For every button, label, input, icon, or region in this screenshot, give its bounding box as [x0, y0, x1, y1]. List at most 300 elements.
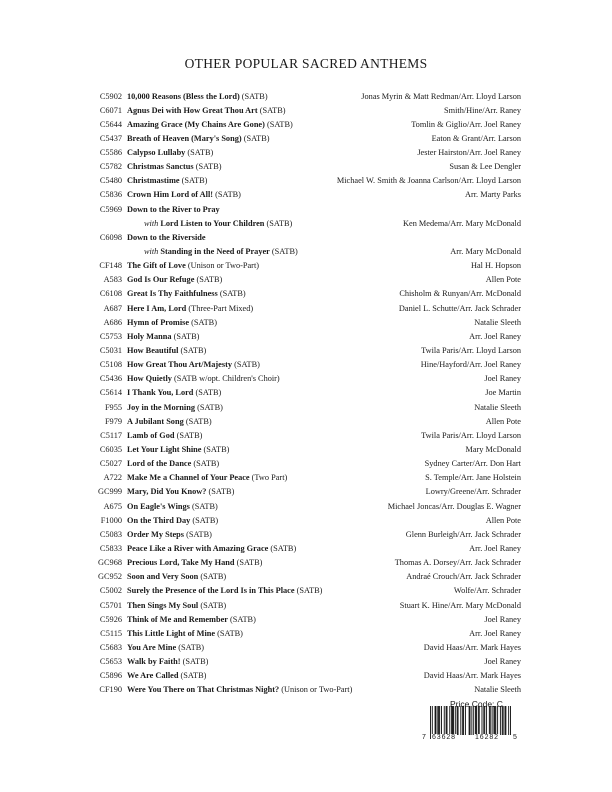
- anthem-title-line: [127, 599, 226, 613]
- anthem-row: [88, 683, 521, 697]
- anthem-code: C5031: [99, 346, 122, 356]
- anthem-code: C5653: [99, 657, 122, 667]
- anthem-voicing: (SATB): [243, 133, 270, 143]
- barcode-bar: [436, 706, 437, 735]
- anthem-row: [88, 90, 521, 104]
- anthem-row: [88, 104, 521, 118]
- anthem-code: C5644: [99, 119, 122, 129]
- barcode-bar: [471, 706, 472, 735]
- anthem-composer: Andraé Crouch/Arr. Jack Schrader: [406, 572, 521, 582]
- anthem-row: [88, 344, 521, 358]
- anthem-title-line: [127, 627, 243, 641]
- anthem-voicing: (SATB): [236, 558, 263, 568]
- anthem-code: C5683: [99, 642, 122, 652]
- anthem-voicing: (SATB): [197, 402, 223, 412]
- anthem-row: [88, 415, 521, 429]
- anthem-code: F979: [104, 416, 122, 426]
- anthem-title-line: [127, 443, 229, 457]
- anthem-title: On the Third Day: [127, 515, 191, 525]
- anthem-title-line: [127, 188, 241, 202]
- anthem-row: [88, 217, 521, 231]
- anthem-row: [88, 245, 521, 259]
- anthem-title-line: [127, 132, 270, 146]
- anthem-row: [88, 485, 521, 499]
- anthem-with-word: with: [144, 218, 159, 228]
- anthem-code: C5437: [99, 133, 122, 143]
- anthem-row: [88, 174, 521, 188]
- anthem-code: A675: [103, 501, 122, 511]
- anthem-voicing: (SATB): [186, 529, 212, 539]
- barcode-bar: [469, 706, 470, 735]
- anthem-row: [88, 542, 521, 556]
- anthem-title: 10,000 Reasons (Bless the Lord): [127, 91, 240, 101]
- anthem-composer: Eaton & Grant/Arr. Larson: [431, 133, 521, 143]
- anthem-composer: Arr. Joel Raney: [469, 628, 521, 638]
- anthem-row: [88, 584, 521, 598]
- anthem-title: We Are Called: [127, 671, 179, 681]
- anthem-composer: Joel Raney: [484, 374, 521, 384]
- anthem-row: [88, 599, 521, 613]
- anthem-list: [88, 90, 521, 698]
- anthem-composer: Arr. Joel Raney: [469, 544, 521, 553]
- anthem-composer: Arr. Mary McDonald: [450, 247, 521, 257]
- anthem-title-line: [127, 104, 286, 118]
- anthem-title: Christmas Sanctus: [127, 162, 194, 172]
- anthem-code: C5969: [99, 204, 122, 214]
- anthem-voicing: (SATB): [192, 515, 219, 525]
- anthem-title: This Little Light of Mine: [127, 628, 216, 638]
- anthem-title-line: [127, 118, 293, 132]
- anthem-title-line: [127, 570, 226, 584]
- anthem-title-line: [127, 485, 234, 499]
- anthem-code: C5480: [99, 176, 122, 186]
- anthem-composer: Jonas Myrin & Matt Redman/Arr. Lloyd Larson: [361, 91, 521, 101]
- anthem-voicing: (SATB): [193, 459, 220, 469]
- anthem-title: On Eagle's Wings: [127, 501, 190, 511]
- barcode-bar: [478, 706, 479, 735]
- anthem-title: Down to the River to Pray: [127, 204, 220, 214]
- anthem-title-line: [127, 683, 352, 697]
- barcode-bar: [500, 706, 501, 735]
- barcode-bar: [453, 706, 454, 735]
- anthem-title-line: [127, 231, 206, 245]
- anthem-title-line: [127, 669, 206, 683]
- anthem-title: Precious Lord, Take My Hand: [127, 558, 235, 568]
- barcode-bar: [489, 706, 490, 735]
- anthem-composer: Michael W. Smith & Joanna Carlson/Arr. Lloyd Larson: [336, 176, 521, 186]
- anthem-composer: Allen Pote: [485, 275, 521, 285]
- anthem-voicing: (Two Part): [251, 473, 288, 483]
- anthem-voicing: (SATB): [196, 275, 223, 285]
- anthem-row: [88, 641, 521, 655]
- anthem-title: Let Your Light Shine: [127, 445, 202, 455]
- anthem-title-line: [127, 514, 218, 528]
- barcode-bar: [438, 706, 439, 735]
- anthem-title: Hymn of Promise: [127, 317, 190, 327]
- anthem-code: C5902: [99, 91, 122, 101]
- anthem-row: [88, 401, 521, 415]
- anthem-code: GC999: [98, 487, 122, 497]
- anthem-composer: Arr. Joel Raney: [469, 331, 521, 341]
- anthem-composer: Smith/Hine/Arr. Raney: [444, 105, 521, 115]
- anthem-composer: Joel Raney: [484, 657, 521, 667]
- anthem-row: [88, 132, 521, 146]
- anthem-title-line: [127, 372, 280, 386]
- anthem-voicing: (SATB): [208, 487, 235, 497]
- anthem-title: Peace Like a River with Amazing Grace: [127, 544, 269, 553]
- anthem-title: Lord Listen to Your Children: [160, 218, 265, 228]
- anthem-title: Surely the Presence of the Lord Is in This Place: [127, 586, 295, 596]
- anthem-composer: Natalie Sleeth: [474, 402, 521, 412]
- page-title: OTHER POPULAR SACRED ANTHEMS: [184, 56, 428, 71]
- anthem-voicing: (SATB): [234, 360, 260, 370]
- anthem-row: [88, 528, 521, 542]
- barcode-bar: [476, 706, 477, 735]
- anthem-title: Holy Manna: [127, 331, 172, 341]
- anthem-title: Then Sings My Soul: [127, 600, 199, 610]
- barcode-bar: [490, 706, 491, 735]
- anthem-code: C5782: [99, 162, 122, 172]
- anthem-title: Christmastime: [127, 176, 180, 186]
- barcode-bar: [502, 706, 503, 735]
- anthem-composer: Twila Paris/Arr. Lloyd Larson: [421, 346, 521, 356]
- anthem-row: [88, 330, 521, 344]
- anthem-row: [88, 429, 521, 443]
- barcode-bar: [465, 706, 466, 735]
- anthem-title-line: [127, 641, 204, 655]
- anthem-code: C5027: [99, 459, 122, 469]
- anthem-row: [88, 188, 521, 202]
- anthem-composer: Chisholm & Runyan/Arr. McDonald: [399, 289, 521, 299]
- anthem-row: [88, 259, 521, 273]
- barcode-bar: [458, 706, 459, 735]
- anthem-code: C5701: [99, 600, 122, 610]
- anthem-voicing: (SATB): [195, 388, 222, 398]
- anthem-title: Joy in the Morning: [127, 402, 195, 412]
- anthem-title-line: [127, 655, 208, 669]
- anthem-code: A686: [103, 317, 122, 327]
- anthem-title: Standing in the Need of Prayer: [160, 247, 270, 257]
- anthem-code: C6035: [99, 445, 122, 455]
- anthem-voicing: (SATB): [180, 671, 207, 681]
- anthem-title: God Is Our Refuge: [127, 275, 195, 285]
- barcode-bar: [484, 706, 485, 735]
- barcode-digit-first: 7: [422, 734, 426, 741]
- anthem-title: Soon and Very Soon: [127, 572, 199, 582]
- anthem-code: C5753: [99, 331, 122, 341]
- anthem-voicing: (SATB): [259, 105, 286, 115]
- anthem-title-line: [127, 358, 260, 372]
- anthem-composer: S. Temple/Arr. Jane Holstein: [425, 473, 521, 483]
- anthem-row: [88, 146, 521, 160]
- anthem-row: [88, 316, 521, 330]
- anthem-title-line: [127, 287, 246, 301]
- anthem-with-word: with: [144, 247, 159, 257]
- anthem-code: C5108: [99, 360, 122, 370]
- anthem-title-line: [127, 584, 322, 598]
- anthem-title-line: [127, 330, 199, 344]
- anthem-composer: Allen Pote: [485, 416, 521, 426]
- barcode-bar: [451, 706, 452, 735]
- anthem-title: Great Is Thy Faithfulness: [127, 289, 218, 299]
- anthem-title: You Are Mine: [127, 642, 177, 652]
- anthem-title: How Great Thou Art/Majesty: [127, 360, 233, 370]
- anthem-title: Here I Am, Lord: [127, 303, 187, 313]
- anthem-row: [88, 570, 521, 584]
- barcode-bar: [460, 706, 461, 735]
- anthem-composer: Natalie Sleeth: [474, 317, 521, 327]
- barcode-bar: [449, 706, 450, 735]
- anthem-composer: Michael Joncas/Arr. Douglas E. Wagner: [387, 501, 521, 511]
- barcode-bar: [462, 706, 463, 735]
- anthem-title-line: [144, 245, 298, 259]
- anthem-row: [88, 160, 521, 174]
- anthem-title: How Beautiful: [127, 346, 179, 356]
- anthem-composer: Natalie Sleeth: [474, 685, 521, 695]
- anthem-title-line: [127, 203, 220, 217]
- anthem-voicing: (SATB): [219, 289, 246, 299]
- anthem-voicing: (SATB): [266, 119, 293, 129]
- barcode-bar: [452, 706, 453, 735]
- anthem-composer: Allen Pote: [485, 515, 521, 525]
- anthem-voicing: (SATB): [266, 218, 293, 228]
- anthem-title: A Jubilant Song: [127, 416, 184, 426]
- anthem-row: [88, 669, 521, 683]
- anthem-title: Down to the Riverside: [127, 232, 206, 242]
- anthem-composer: Susan & Lee Dengler: [449, 162, 521, 172]
- anthem-title-line: [127, 174, 207, 188]
- anthem-composer: Sydney Carter/Arr. Don Hart: [424, 459, 521, 469]
- anthem-title-line: [127, 542, 296, 556]
- anthem-code: C5614: [99, 388, 122, 398]
- anthem-row: [88, 613, 521, 627]
- anthem-row: [88, 471, 521, 485]
- anthem-composer: Mary McDonald: [465, 445, 521, 455]
- barcode-bar: [482, 706, 483, 735]
- barcode-bar: [497, 706, 498, 735]
- anthem-code: C6098: [99, 232, 122, 242]
- barcode-bar: [495, 706, 496, 735]
- anthem-voicing: (SATB): [182, 657, 209, 667]
- anthem-composer: Arr. Marty Parks: [465, 190, 521, 200]
- barcode-bar: [439, 706, 440, 735]
- anthem-code: C5115: [100, 628, 122, 638]
- anthem-title-line: [127, 160, 222, 174]
- anthem-title: Calypso Lullaby: [127, 148, 186, 158]
- anthem-title-line: [127, 259, 259, 273]
- anthem-voicing: (SATB): [191, 317, 217, 327]
- anthem-composer: Hal H. Hopson: [470, 261, 521, 271]
- anthem-code: F955: [104, 402, 122, 412]
- anthem-voicing: (SATB): [185, 416, 212, 426]
- anthem-title-line: [127, 500, 218, 514]
- anthem-row: [88, 655, 521, 669]
- anthem-title-line: [127, 302, 253, 316]
- anthem-row: [88, 500, 521, 514]
- anthem-title-line: [127, 457, 219, 471]
- anthem-composer: Jester Hairston/Arr. Joel Raney: [417, 148, 521, 158]
- anthem-voicing: (SATB): [187, 148, 214, 158]
- barcode-bar: [503, 706, 504, 735]
- anthem-row: [88, 556, 521, 570]
- anthem-title: I Thank You, Lord: [127, 388, 194, 398]
- barcode-bar: [444, 706, 445, 735]
- barcode-bar: [446, 706, 447, 735]
- anthem-voicing: (SATB): [271, 247, 298, 257]
- anthem-code: C5896: [99, 671, 122, 681]
- anthem-composer: Joel Raney: [484, 614, 521, 624]
- barcode-bar: [470, 706, 471, 735]
- anthem-row: [88, 287, 521, 301]
- anthem-title: Breath of Heaven (Mary's Song): [127, 133, 242, 143]
- anthem-voicing: (Unison or Two-Part): [281, 685, 353, 695]
- anthem-title: Crown Him Lord of All!: [127, 190, 214, 200]
- barcode-bar: [508, 706, 509, 735]
- anthem-title: Amazing Grace (My Chains Are Gone): [127, 119, 265, 129]
- anthem-title: Walk by Faith!: [127, 657, 181, 667]
- anthem-code: A583: [103, 275, 122, 285]
- anthem-voicing: (SATB): [230, 614, 256, 624]
- anthem-code: GC952: [98, 572, 122, 582]
- anthem-code: CF148: [99, 261, 122, 271]
- anthem-title-line: [127, 90, 268, 104]
- anthem-title: Were You There on That Christmas Night?: [127, 685, 280, 695]
- anthem-row: [88, 386, 521, 400]
- anthem-composer: Twila Paris/Arr. Lloyd Larson: [421, 430, 521, 440]
- anthem-voicing: (SATB): [203, 445, 230, 455]
- anthem-voicing: (SATB): [173, 331, 200, 341]
- price-code: Price Code: C: [450, 699, 503, 709]
- anthem-code: GC968: [98, 558, 122, 568]
- barcode-bar: [447, 706, 448, 735]
- anthem-composer: Wolfe/Arr. Schrader: [453, 586, 521, 596]
- anthem-row: [88, 231, 521, 245]
- anthem-voicing: (SATB w/opt. Children's Choir): [174, 374, 280, 384]
- anthem-voicing: (SATB): [200, 572, 227, 582]
- anthem-row: [88, 302, 521, 316]
- anthem-voicing: (SATB): [191, 501, 218, 511]
- anthem-row: [88, 627, 521, 641]
- anthem-code: CF190: [99, 685, 122, 695]
- anthem-title-line: [127, 613, 256, 627]
- anthem-row: [88, 118, 521, 132]
- anthem-title-line: [127, 401, 223, 415]
- barcode-bar: [455, 706, 456, 735]
- anthem-composer: David Haas/Arr. Mark Hayes: [423, 671, 521, 681]
- anthem-composer: Hine/Hayford/Arr. Joel Raney: [420, 360, 521, 370]
- anthem-code: C5002: [99, 586, 122, 596]
- barcode-bar: [483, 706, 484, 735]
- anthem-code: C5083: [99, 529, 122, 539]
- anthem-voicing: (Three-Part Mixed): [188, 303, 254, 313]
- anthem-title-line: [127, 556, 262, 570]
- anthem-code: F1000: [100, 515, 122, 525]
- anthem-voicing: (SATB): [270, 544, 297, 553]
- anthem-title-line: [127, 415, 212, 429]
- anthem-voicing: (SATB): [200, 600, 227, 610]
- anthem-code: C5833: [99, 544, 122, 553]
- anthem-title: Think of Me and Remember: [127, 614, 228, 624]
- anthem-title-line: [127, 429, 202, 443]
- anthem-voicing: (SATB): [180, 346, 207, 356]
- anthem-row: [88, 372, 521, 386]
- anthem-row: [88, 443, 521, 457]
- barcode-bar: [492, 706, 493, 735]
- anthem-title: Order My Steps: [127, 529, 184, 539]
- barcode-bar: [463, 706, 464, 735]
- barcode-digit-last: 5: [513, 734, 517, 741]
- anthem-code: C5926: [99, 614, 122, 624]
- anthem-row: [88, 273, 521, 287]
- anthem-row: [88, 457, 521, 471]
- anthem-title-line: [127, 344, 206, 358]
- anthem-voicing: (SATB): [178, 642, 205, 652]
- barcode-bar: [505, 706, 506, 735]
- anthem-title-line: [127, 528, 212, 542]
- anthem-composer: Ken Medema/Arr. Mary McDonald: [403, 218, 521, 228]
- anthem-code: C6108: [99, 289, 122, 299]
- anthem-composer: Tomlin & Giglio/Arr. Joel Raney: [411, 119, 521, 129]
- anthem-title: The Gift of Love: [127, 261, 186, 271]
- anthem-voicing: (SATB): [195, 162, 222, 172]
- anthem-composer: David Haas/Arr. Mark Hayes: [423, 642, 521, 652]
- anthem-composer: Glenn Burleigh/Arr. Jack Schrader: [405, 529, 521, 539]
- barcode-bar: [479, 706, 480, 735]
- anthem-row: [88, 514, 521, 528]
- barcode-bar: [437, 706, 438, 735]
- anthem-code: C5836: [99, 190, 122, 200]
- anthem-title: Make Me a Channel of Your Peace: [127, 473, 250, 483]
- anthem-title-line: [127, 386, 221, 400]
- barcode-bar: [493, 706, 494, 735]
- anthem-voicing: (SATB): [176, 430, 203, 440]
- anthem-title: Lord of the Dance: [127, 459, 192, 469]
- anthem-title-line: [144, 217, 292, 231]
- barcode-bar: [505, 706, 506, 735]
- anthem-voicing: (SATB): [181, 176, 208, 186]
- anthem-voicing: (SATB): [215, 190, 241, 200]
- anthem-composer: Lowry/Greene/Arr. Schrader: [425, 487, 521, 497]
- anthem-composer: Daniel L. Schutte/Arr. Jack Schrader: [398, 303, 521, 313]
- barcode-bar: [475, 706, 476, 735]
- anthem-composer: Stuart K. Hine/Arr. Mary McDonald: [399, 600, 521, 610]
- anthem-voicing: (Unison or Two-Part): [187, 261, 260, 271]
- anthem-voicing: (SATB): [217, 628, 243, 638]
- anthem-title: Mary, Did You Know?: [127, 487, 207, 497]
- anthem-title: Lamb of God: [127, 430, 175, 440]
- anthem-voicing: (SATB): [296, 586, 323, 596]
- anthem-composer: Joe Martin: [485, 388, 521, 398]
- anthem-code: A687: [103, 303, 122, 313]
- barcode-bar: [473, 706, 474, 735]
- anthem-code: A722: [103, 473, 122, 483]
- anthem-code: C6071: [99, 105, 122, 115]
- anthem-row: [88, 203, 521, 217]
- anthem-code: C5436: [99, 374, 122, 384]
- barcode-bar: [494, 706, 495, 735]
- anthem-title: Agnus Dei with How Great Thou Art: [127, 105, 258, 115]
- anthem-code: C5117: [100, 430, 122, 440]
- barcode-digits-right: 16282: [475, 734, 499, 741]
- anthem-voicing: (SATB): [241, 91, 268, 101]
- anthem-title-line: [127, 273, 222, 287]
- barcode-bar: [457, 706, 458, 735]
- barcode-bar: [441, 706, 442, 735]
- anthem-composer: Thomas A. Dorsey/Arr. Jack Schrader: [394, 558, 521, 568]
- anthem-title: How Quietly: [127, 374, 172, 384]
- anthem-row: [88, 358, 521, 372]
- barcode-bar: [486, 706, 487, 735]
